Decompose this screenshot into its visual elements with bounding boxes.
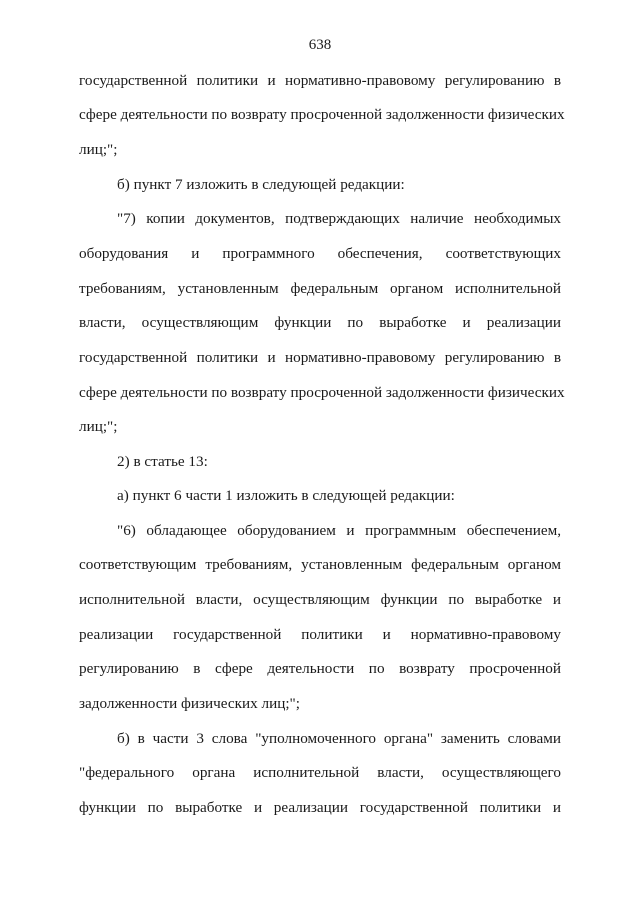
text-line: власти, осуществляющим функции по выработке и реализации	[79, 314, 561, 331]
text-line: "7) копии документов, подтверждающих наличие необходимых	[117, 210, 561, 227]
text-line: сфере деятельности по возврату просроченной задолженности физических	[79, 106, 565, 123]
text-line: 2) в статье 13:	[117, 453, 208, 470]
text-line: реализации государственной политики и нормативно-правовому	[79, 626, 561, 643]
text-line: б) пункт 7 изложить в следующей редакции:	[117, 176, 405, 193]
text-line: исполнительной власти, осуществляющим функции по выработке и	[79, 591, 561, 608]
text-line: сфере деятельности по возврату просроченной задолженности физических	[79, 384, 565, 401]
text-line: "федерального органа исполнительной власти, осуществляющего	[79, 764, 561, 781]
text-line: лиц;";	[79, 418, 118, 435]
page-number: 638	[308, 37, 332, 53]
text-line: оборудования и программного обеспечения, соответствующих	[79, 245, 561, 262]
text-line: лиц;";	[79, 141, 118, 158]
text-line: требованиям, установленным федеральным органом исполнительной	[79, 280, 561, 297]
text-line: "6) обладающее оборудованием и программным обеспечением,	[117, 522, 561, 539]
text-line: б) в части 3 слова "уполномоченного органа" заменить словами	[117, 730, 561, 747]
text-line: задолженности физических лиц;";	[79, 695, 300, 712]
text-line: соответствующим требованиям, установленным федеральным органом	[79, 556, 561, 573]
text-line: государственной политики и нормативно-правовому регулированию в	[79, 349, 561, 366]
text-line: регулированию в сфере деятельности по возврату просроченной	[79, 660, 561, 677]
text-line: а) пункт 6 части 1 изложить в следующей редакции:	[117, 487, 455, 504]
text-line: государственной политики и нормативно-правовому регулированию в	[79, 72, 561, 89]
text-line: функции по выработке и реализации государственной политики и	[79, 799, 561, 816]
